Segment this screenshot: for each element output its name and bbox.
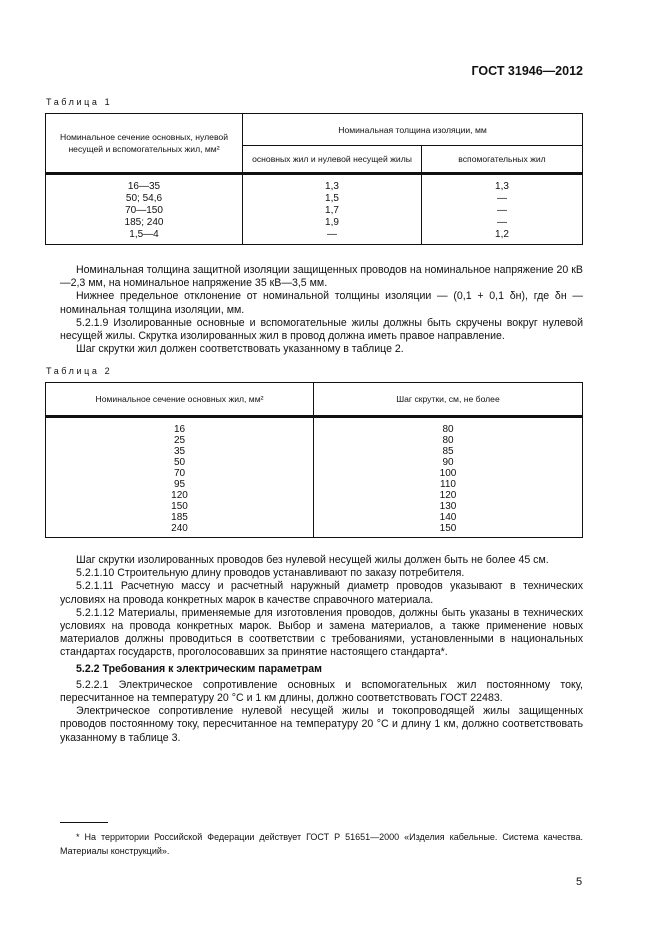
- paragraph: 5.2.1.12 Материалы, применяемые для изготовления проводов, должны быть указаны в технических условиях на провода конкретных марок. Выбор и замена материалов, а также применение новых материалов должны проводиться в соответствии с требованиями, установленными в национальных стандартах государств, проголосовавших за принятие настоящего стандарта*.: [60, 606, 583, 659]
- table1-cell: 1,3 1,5 1,7 1,9 —: [243, 174, 422, 245]
- table2-cell: 16 25 35 50 70 95 120 150 185 240: [46, 417, 314, 538]
- table-1: [45, 113, 583, 245]
- page-number: 5: [576, 876, 583, 888]
- paragraph: 5.2.2.1 Электрическое сопротивление основных и вспомогательных жил постоянному току, пересчитанное на температуру 20 °С и 1 км длины, должно соответствовать ГОСТ 22483.: [60, 678, 583, 705]
- paragraph: 5.2.1.11 Расчетную массу и расчетный наружный диаметр проводов указывают в технических условиях на провода конкретных марок в качестве справочного материала.: [60, 580, 583, 606]
- paragraph: Шаг скрутки изолированных проводов без нулевой несущей жилы должен быть не более 45 см.: [76, 554, 549, 566]
- footnote-divider: [60, 822, 108, 823]
- body-text-2: [60, 554, 583, 745]
- table-2: [45, 382, 583, 538]
- paragraph: Электрическое сопротивление нулевой несущей жилы и токопроводящей жилы защищенных проводов постоянному току, пересчитанное на температуру 20 °С и длину 1 км, должно соответствовать указанному в таблице 3.: [60, 705, 583, 744]
- section-heading: 5.2.2 Требования к электрическим параметрам: [76, 662, 322, 675]
- table1-col1-header: Номинальное сечение основных, нулевой несущей и вспомогательных жил, мм²: [46, 114, 243, 174]
- table2-caption: Таблица 2: [46, 366, 113, 376]
- table2-cell: 80 80 85 90 100 110 120 130 140 150: [314, 417, 583, 538]
- table2-col1-header: Номинальное сечение основных жил, мм²: [46, 383, 314, 417]
- paragraph: 5.2.1.9 Изолированные основные и вспомогательные жилы должны быть скручены вокруг нулевой несущей жилы. Скрутка изолированных жил в провод должна иметь правое направление.: [60, 316, 583, 343]
- table1-cell: 1,3 — — — 1,2: [422, 174, 583, 245]
- footnote: * На территории Российской Федерации действует ГОСТ Р 51651—2000 «Изделия кабельные. Система качества. Материалы конструкций».: [60, 832, 583, 856]
- table1-cell: 16—35 50; 54,6 70—150 185; 240 1,5—4: [46, 174, 243, 245]
- body-text-1: [60, 264, 583, 356]
- document-header: ГОСТ 31946—2012: [471, 64, 583, 78]
- table2-col2-header: Шаг скрутки, см, не более: [314, 383, 583, 417]
- table1-col2-header: основных жил и нулевой несущей жилы: [243, 146, 422, 174]
- paragraph: Номинальная толщина защитной изоляции защищенных проводов на номинальное напряжение 20 кВ—2,3 мм, на номинальное напряжение 35 кВ—3,5 мм.: [60, 264, 583, 290]
- paragraph: Нижнее предельное отклонение от номинальной толщины изоляции — (0,1 + 0,1 δн), где δн — номинальная толщина изоляции, мм.: [60, 290, 583, 316]
- table1-caption: Таблица 1: [46, 97, 113, 107]
- paragraph: 5.2.1.10 Строительную длину проводов устанавливают по заказу потребителя.: [76, 567, 465, 580]
- table1-group-header: Номинальная толщина изоляции, мм: [243, 114, 583, 146]
- table1-col3-header: вспомогательных жил: [422, 146, 583, 174]
- paragraph: Шаг скрутки жил должен соответствовать указанному в таблице 2.: [76, 343, 404, 356]
